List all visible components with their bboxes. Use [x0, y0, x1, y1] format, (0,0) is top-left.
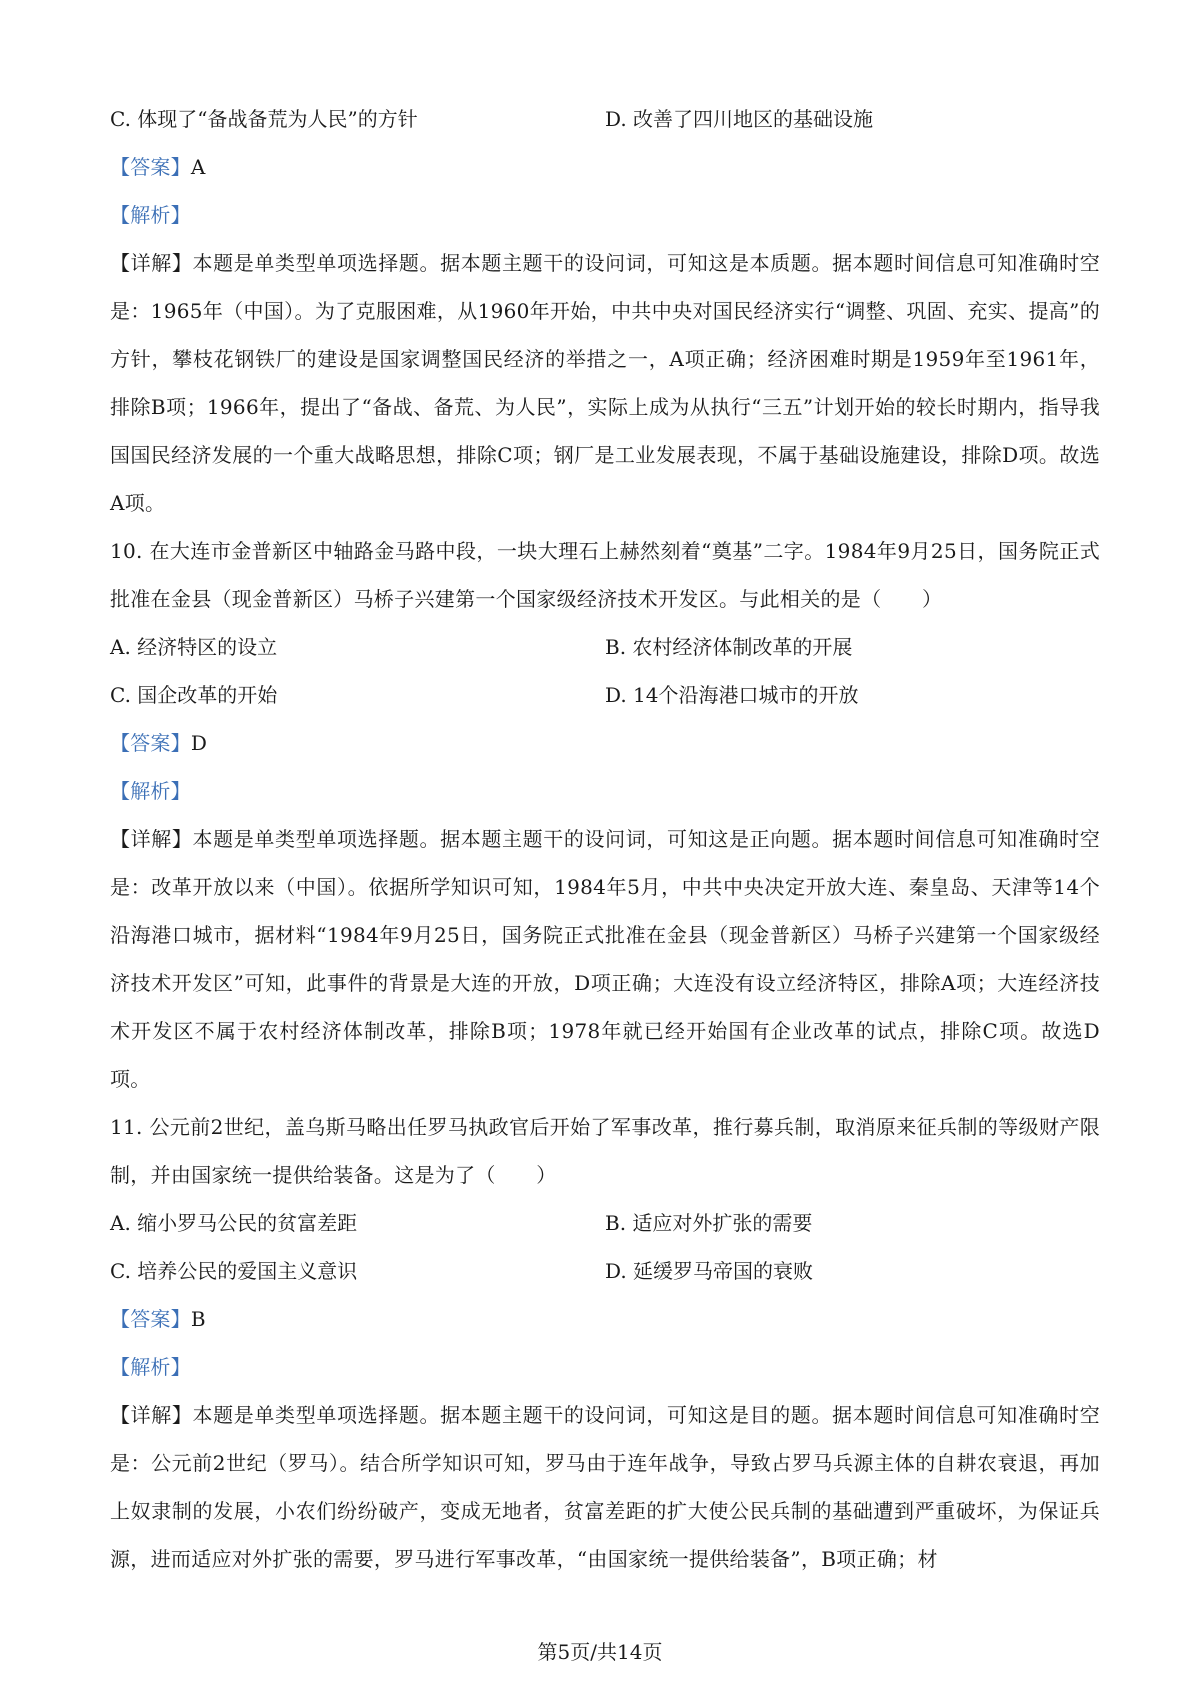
q10-answer-value: D	[190, 731, 208, 755]
q11-detail	[110, 1391, 1100, 1583]
q10-option-a: A. 经济特区的设立	[110, 635, 278, 659]
q11-detail-text: 本题是单类型单项选择题。据本题主题干的设问词，可知这是目的题。据本题时间信息可知准确时空是：公元前2世纪（罗马）。结合所学知识可知，罗马由于连年战争，导致占罗马兵源主体的自耕农衰退，再加上奴隶制的发展，小农们纷纷破产，变成无地者，贫富差距的扩大使公民兵制的基础遭到严重破坏，为保证兵源，进而适应对外扩张的需要，罗马进行军事改革，“由国家统一提供给装备”，B项正确；材	[110, 1403, 1100, 1571]
q9-detail-text: 本题是单类型单项选择题。据本题主题干的设问词，可知这是本质题。据本题时间信息可知准确时空是：1965年（中国）。为了克服困难，从1960年开始，中共中央对国民经济实行“调整、巩固、充实、提高”的方针，攀枝花钢铁厂的建设是国家调整国民经济的举措之一，A项正确；经济困难时期是1959年至1961年，排除B项；1966年，提出了“备战、备荒、为人民”，实际上成为从执行“三五”计划开始的较长时期内，指导我国国民经济发展的一个重大战略思想，排除C项；钢厂是工业发展表现，不属于基础设施建设，排除D项。故选A项。	[110, 251, 1100, 515]
q11-answer-tag: 【答案】	[110, 1307, 191, 1331]
q10-stem: 10. 在大连市金普新区中轴路金马路中段，一块大理石上赫然刻着“奠基”二字。1984年9月25日，国务院正式批准在金县（现金普新区）马桥子兴建第一个国家级经济技术开发区。与此相关的是（ ）	[110, 539, 1100, 611]
q9-options-cd	[110, 95, 1100, 143]
page-number: 第5页/共14页	[537, 1640, 663, 1664]
q10-detail-tag: 【详解】	[110, 827, 193, 851]
q9-analysis-heading	[110, 191, 1100, 239]
q9-option-d: D. 改善了四川地区的基础设施	[605, 107, 874, 131]
q9-detail-tag: 【详解】	[110, 251, 193, 275]
q9-analysis-tag: 【解析】	[110, 203, 191, 227]
q10-option-d: D. 14个沿海港口城市的开放	[605, 683, 859, 707]
q9-option-c: C. 体现了“备战备荒为人民”的方针	[110, 107, 418, 131]
q11-detail-tag: 【详解】	[110, 1403, 193, 1427]
q10-options-ab	[110, 623, 1100, 671]
q10-option-b: B. 农村经济体制改革的开展	[605, 635, 853, 659]
q11-options-cd	[110, 1247, 1100, 1295]
q9-answer	[110, 143, 1100, 191]
q10-option-c: C. 国企改革的开始	[110, 683, 278, 707]
q11-analysis-tag: 【解析】	[110, 1355, 191, 1379]
q11-option-b: B. 适应对外扩张的需要	[605, 1211, 813, 1235]
page-content	[110, 95, 1100, 1583]
q10-detail	[110, 815, 1100, 1103]
q9-answer-tag: 【答案】	[110, 155, 191, 179]
q11-option-a: A. 缩小罗马公民的贫富差距	[110, 1211, 358, 1235]
q11-options-ab	[110, 1199, 1100, 1247]
q9-answer-value: A	[190, 155, 206, 179]
q10-answer-tag: 【答案】	[110, 731, 191, 755]
q11-option-d: D. 延缓罗马帝国的衰败	[605, 1259, 814, 1283]
q10-answer	[110, 719, 1100, 767]
q10-analysis-heading	[110, 767, 1100, 815]
q11-analysis-heading	[110, 1343, 1100, 1391]
page-footer	[0, 1636, 1200, 1665]
q10-options-cd	[110, 671, 1100, 719]
q10-analysis-tag: 【解析】	[110, 779, 191, 803]
q9-detail	[110, 239, 1100, 527]
q10-detail-text: 本题是单类型单项选择题。据本题主题干的设问词，可知这是正向题。据本题时间信息可知准确时空是：改革开放以来（中国）。依据所学知识可知，1984年5月，中共中央决定开放大连、秦皇岛、天津等14个沿海港口城市，据材料“1984年9月25日，国务院正式批准在金县（现金普新区）马桥子兴建第一个国家级经济技术开发区”可知，此事件的背景是大连的开放，D项正确；大连没有设立经济特区，排除A项；大连经济技术开发区不属于农村经济体制改革，排除B项；1978年就已经开始国有企业改革的试点，排除C项。故选D项。	[110, 827, 1100, 1091]
q11-option-c: C. 培养公民的爱国主义意识	[110, 1259, 358, 1283]
q11-answer-value: B	[190, 1307, 206, 1331]
q11-stem: 11. 公元前2世纪，盖乌斯马略出任罗马执政官后开始了军事改革，推行募兵制，取消原来征兵制的等级财产限制，并由国家统一提供给装备。这是为了（ ）	[110, 1115, 1100, 1187]
q11-answer	[110, 1295, 1100, 1343]
